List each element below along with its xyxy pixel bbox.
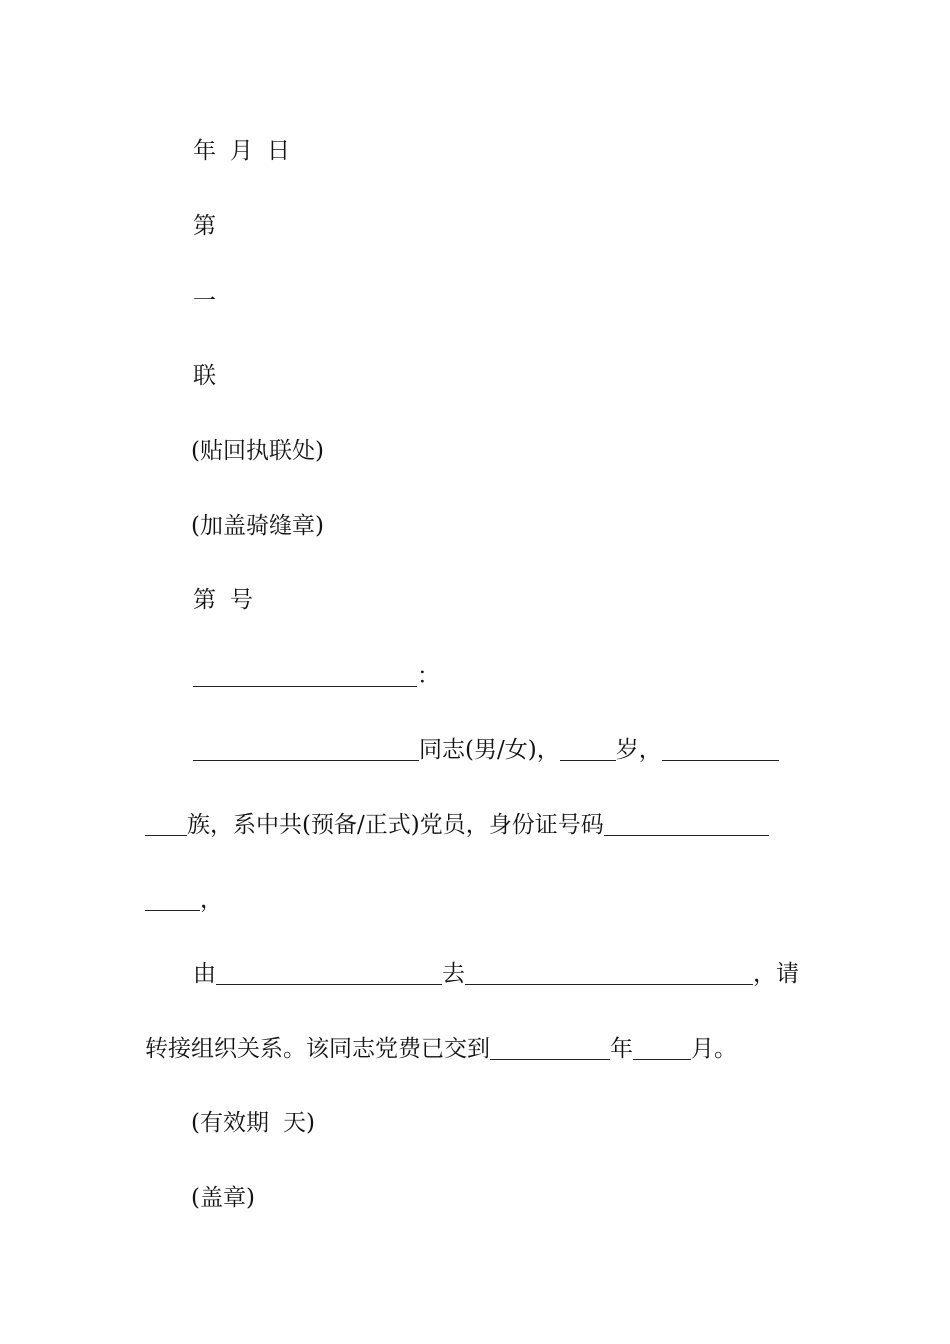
validity-days: 天) [282, 1110, 315, 1136]
vertical-label-1: 第 [193, 213, 216, 239]
to-blank[interactable] [465, 962, 753, 985]
to-label: 去 [442, 961, 465, 987]
number-line [193, 585, 253, 615]
name-blank[interactable] [193, 738, 419, 761]
transfer-line [145, 1034, 737, 1064]
from-to-line [193, 959, 799, 989]
number-suffix: 号 [230, 587, 253, 613]
id-end-line [145, 885, 223, 915]
id-blank-start[interactable] [604, 813, 769, 836]
age-suffix: 岁， [615, 737, 662, 763]
ethnic-blank-start[interactable] [662, 738, 779, 761]
recipient-line [193, 661, 440, 691]
year-label: 年 [193, 138, 216, 164]
fee-month-blank[interactable] [633, 1037, 691, 1060]
seal-note: (加盖骑缝章) [191, 513, 324, 539]
ethnic-text: 族，系中共(预备/正式)党员，身份证号码 [187, 812, 604, 838]
vertical-label-3: 联 [193, 363, 216, 389]
ethnic-blank-end[interactable] [145, 813, 187, 836]
validity-label: (有效期 [191, 1110, 269, 1136]
from-label: 由 [193, 961, 216, 987]
fee-month-label: 月。 [691, 1036, 737, 1062]
id-blank-end[interactable] [145, 888, 200, 911]
transfer-text: 转接组织关系。该同志党费已交到 [145, 1036, 490, 1062]
day-label: 日 [267, 138, 290, 164]
stamp-note: (盖章) [191, 1185, 255, 1211]
age-blank[interactable] [560, 738, 616, 761]
paste-note: (贴回执联处) [191, 438, 324, 464]
comrade-gender-text: 同志(男/女)， [419, 737, 560, 763]
recipient-colon: ： [417, 663, 440, 689]
validity-line [191, 1108, 315, 1138]
date-line [193, 136, 290, 166]
request-text: ，请 [753, 961, 799, 987]
ethnic-line [145, 810, 769, 840]
comrade-line [193, 735, 779, 765]
number-prefix: 第 [193, 587, 216, 613]
id-end-comma: ， [200, 887, 223, 913]
vertical-label-2: 一 [193, 288, 216, 314]
from-blank[interactable] [216, 962, 442, 985]
fee-year-blank[interactable] [490, 1037, 610, 1060]
fee-year-label: 年 [610, 1036, 633, 1062]
recipient-blank[interactable] [193, 664, 417, 687]
month-label: 月 [230, 138, 253, 164]
